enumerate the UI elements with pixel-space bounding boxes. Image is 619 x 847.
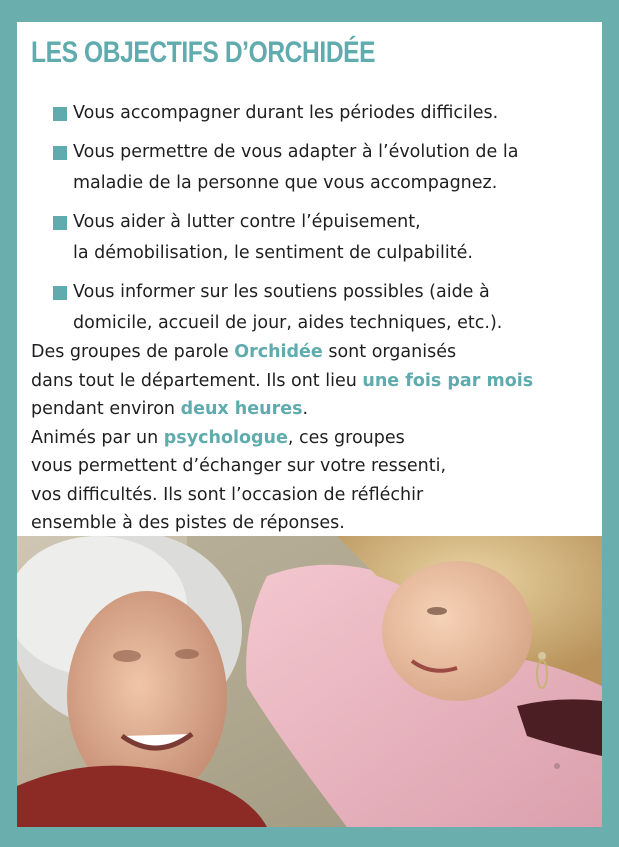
text: pendant environ (31, 399, 181, 419)
description-paragraph (31, 338, 597, 538)
list-item-line: domicile, accueil de jour, aides techniques, etc.). (73, 313, 503, 333)
square-bullet-icon (53, 216, 67, 230)
text: . (302, 399, 309, 419)
highlight-duration: deux heures (180, 399, 303, 419)
list-item-line: Vous aider à lutter contre l’épuisement, (73, 212, 421, 232)
caregiver-photo (17, 536, 602, 827)
list-item-line: maladie de la personne que vous accompagnez. (73, 173, 498, 193)
list-item-line: Vous permettre de vous adapter à l’évolution de la (73, 142, 519, 162)
text: ensemble à des pistes de réponses. (31, 513, 345, 533)
text: dans tout le département. Ils ont lieu (31, 370, 363, 391)
text: Animés par un (31, 427, 164, 448)
list-item (53, 207, 593, 269)
list-item-line: Vous informer sur les soutiens possibles (aide à (73, 282, 490, 302)
text: , ces groupes (287, 427, 405, 448)
text: vos difficultés. Ils sont l’occasion de réfléchir (31, 484, 424, 505)
list-item (53, 98, 593, 129)
list-item (53, 137, 593, 199)
text: Des groupes de parole (31, 342, 235, 362)
objectives-list (53, 98, 593, 347)
photo-illustration (17, 536, 602, 827)
list-item-line: Vous accompagner durant les périodes difficiles. (73, 103, 499, 123)
square-bullet-icon (53, 107, 67, 121)
square-bullet-icon (53, 146, 67, 160)
highlight-psychologue: psychologue (163, 427, 288, 448)
square-bullet-icon (53, 286, 67, 300)
flyer-card (17, 22, 602, 827)
highlight-orchidee: Orchidée (234, 342, 323, 362)
page-title: LES OBJECTIFS D’ORCHIDÉE (31, 36, 376, 69)
text: vous permettent d’échanger sur votre ressenti, (31, 456, 447, 476)
highlight-frequency: une fois par mois (362, 370, 534, 391)
text: sont organisés (322, 342, 457, 362)
list-item (53, 277, 593, 339)
list-item-line: la démobilisation, le sentiment de culpabilité. (73, 243, 473, 263)
